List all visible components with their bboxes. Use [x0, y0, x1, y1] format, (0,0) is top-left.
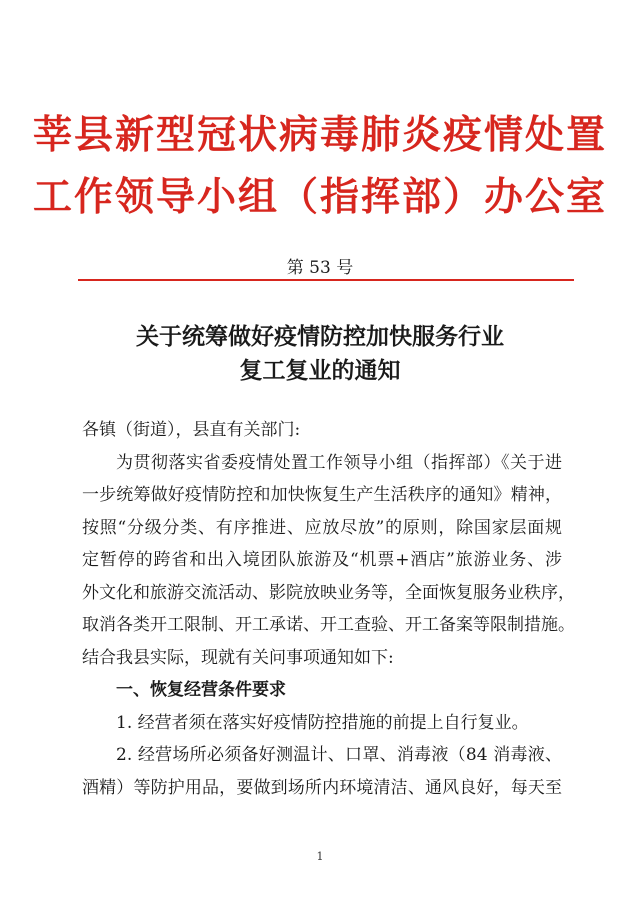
- intro-line-1: 为贯彻落实省委疫情处置工作领导小组（指挥部）《关于进: [116, 452, 562, 473]
- document-body: [82, 414, 575, 804]
- intro-line-7: 结合我县实际，现就有关问事项通知如下:: [82, 647, 394, 668]
- document-number: 第 53 号: [286, 258, 354, 278]
- intro-line-6: 取消各类开工限制、开工承诺、开工查验、开工备案等限制措施。: [82, 615, 575, 635]
- intro-line-3: 按照“分级分类、有序推进、应放尽放”的原则，除国家层面规: [82, 517, 562, 538]
- item-1: 1. 经营者须在落实好疫情防控措施的前提上自行复业。: [116, 712, 529, 733]
- item-2-line-1: 2. 经营场所必须备好测温计、口罩、消毒液（84 消毒液、: [116, 745, 562, 765]
- red-divider-line: [78, 279, 574, 281]
- notice-title-line-1: 关于统筹做好疫情防控加快服务行业: [136, 323, 504, 350]
- intro-line-2: 一步统筹做好疫情防控和加快恢复生产生活秩序的通知》精神，: [82, 485, 562, 505]
- notice-title-line-2: 复工复业的通知: [239, 357, 401, 384]
- intro-line-5: 外文化和旅游交流活动、影院放映业务等，全面恢复服务业秩序，: [82, 582, 575, 603]
- office-title-line-1: 莘县新型冠状病毒肺炎疫情处置: [32, 112, 607, 158]
- intro-line-4: 定暂停的跨省和出入境团队旅游及“机票+酒店”旅游业务、涉: [82, 550, 562, 570]
- page-number: 1: [316, 850, 324, 863]
- section-heading: 一、恢复经营条件要求: [116, 680, 286, 700]
- item-2-line-2: 酒精）等防护用品，要做到场所内环境清洁、通风良好，每天至: [82, 777, 562, 798]
- salutation: 各镇（街道），县直有关部门:: [82, 420, 301, 440]
- office-title-line-2: 工作领导小组（指挥部）办公室: [32, 174, 607, 220]
